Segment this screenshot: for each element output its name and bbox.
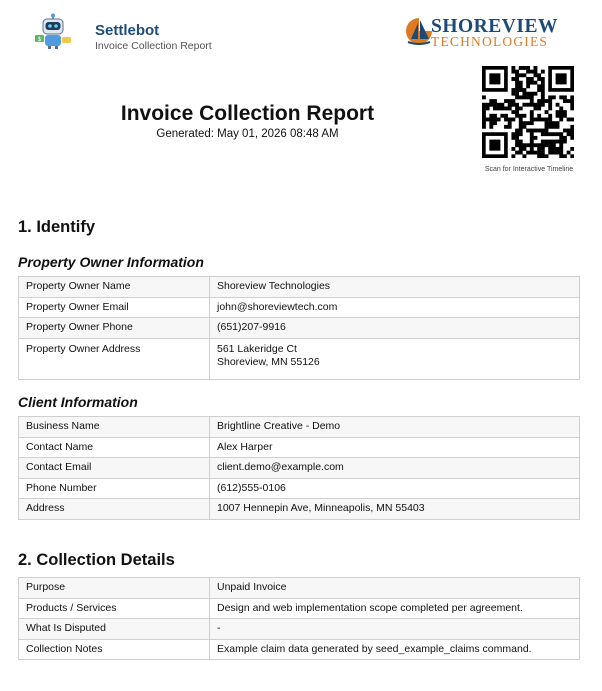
logo-wordmark: SHOREVIEW xyxy=(431,16,558,37)
row-value: client.demo@example.com xyxy=(210,458,580,479)
table-row xyxy=(19,578,580,599)
table-row xyxy=(19,318,580,339)
collection-details-table xyxy=(18,577,580,660)
row-label: Property Owner Name xyxy=(19,277,210,298)
row-label: Property Owner Email xyxy=(19,297,210,318)
sailboat-icon xyxy=(405,17,433,47)
address-line-2: Shoreview, MN 55126 xyxy=(217,355,320,368)
row-value: Shoreview Technologies xyxy=(210,277,580,298)
section-identify-heading: 1. Identify xyxy=(18,218,96,236)
row-value: Alex Harper xyxy=(210,437,580,458)
row-label: Collection Notes xyxy=(19,639,210,660)
generated-timestamp: Generated: May 01, 2026 08:48 AM xyxy=(156,128,339,140)
row-label: Contact Email xyxy=(19,458,210,479)
robot-mascot-icon xyxy=(32,13,74,49)
app-subtitle: Invoice Collection Report xyxy=(95,40,212,52)
row-label: Purpose xyxy=(19,578,210,599)
section-collection-heading: 2. Collection Details xyxy=(18,551,175,569)
row-label: Property Owner Address xyxy=(19,338,210,379)
row-label: Business Name xyxy=(19,417,210,438)
owner-info-heading: Property Owner Information xyxy=(18,254,204,270)
logo-tagline: TECHNOLOGIES xyxy=(431,34,549,49)
app-name: Settlebot xyxy=(95,22,160,39)
address-line-1: 561 Lakeridge Ct xyxy=(217,342,297,355)
row-label: What Is Disputed xyxy=(19,619,210,640)
row-value: Example claim data generated by seed_example_claims command. xyxy=(210,639,580,660)
table-row xyxy=(19,437,580,458)
row-value: (651)207-9916 xyxy=(210,318,580,339)
qr-caption: Scan for Interactive Timeline xyxy=(484,166,574,173)
row-label: Products / Services xyxy=(19,598,210,619)
table-row xyxy=(19,598,580,619)
table-row xyxy=(19,458,580,479)
row-label: Phone Number xyxy=(19,478,210,499)
row-value: Unpaid Invoice xyxy=(210,578,580,599)
row-label: Property Owner Phone xyxy=(19,318,210,339)
owner-info-table xyxy=(18,276,580,380)
row-label: Address xyxy=(19,499,210,520)
table-row xyxy=(19,619,580,640)
table-row xyxy=(19,277,580,298)
client-info-table xyxy=(18,416,580,520)
client-info-heading: Client Information xyxy=(18,394,138,410)
svg-text:$: $ xyxy=(37,36,42,43)
row-value: Design and web implementation scope completed per agreement. xyxy=(210,598,580,619)
table-row xyxy=(19,478,580,499)
table-row xyxy=(19,338,580,379)
row-value: john@shoreviewtech.com xyxy=(210,297,580,318)
table-row xyxy=(19,417,580,438)
table-row xyxy=(19,639,580,660)
row-label: Contact Name xyxy=(19,437,210,458)
row-value: 1007 Hennepin Ave, Minneapolis, MN 55403 xyxy=(210,499,580,520)
row-value: Brightline Creative - Demo xyxy=(210,417,580,438)
row-value: (612)555-0106 xyxy=(210,478,580,499)
table-row xyxy=(19,297,580,318)
row-value: - xyxy=(210,619,580,640)
qr-code-icon[interactable] xyxy=(482,66,574,158)
row-value xyxy=(210,338,580,379)
table-row xyxy=(19,499,580,520)
report-title: Invoice Collection Report xyxy=(120,102,375,125)
